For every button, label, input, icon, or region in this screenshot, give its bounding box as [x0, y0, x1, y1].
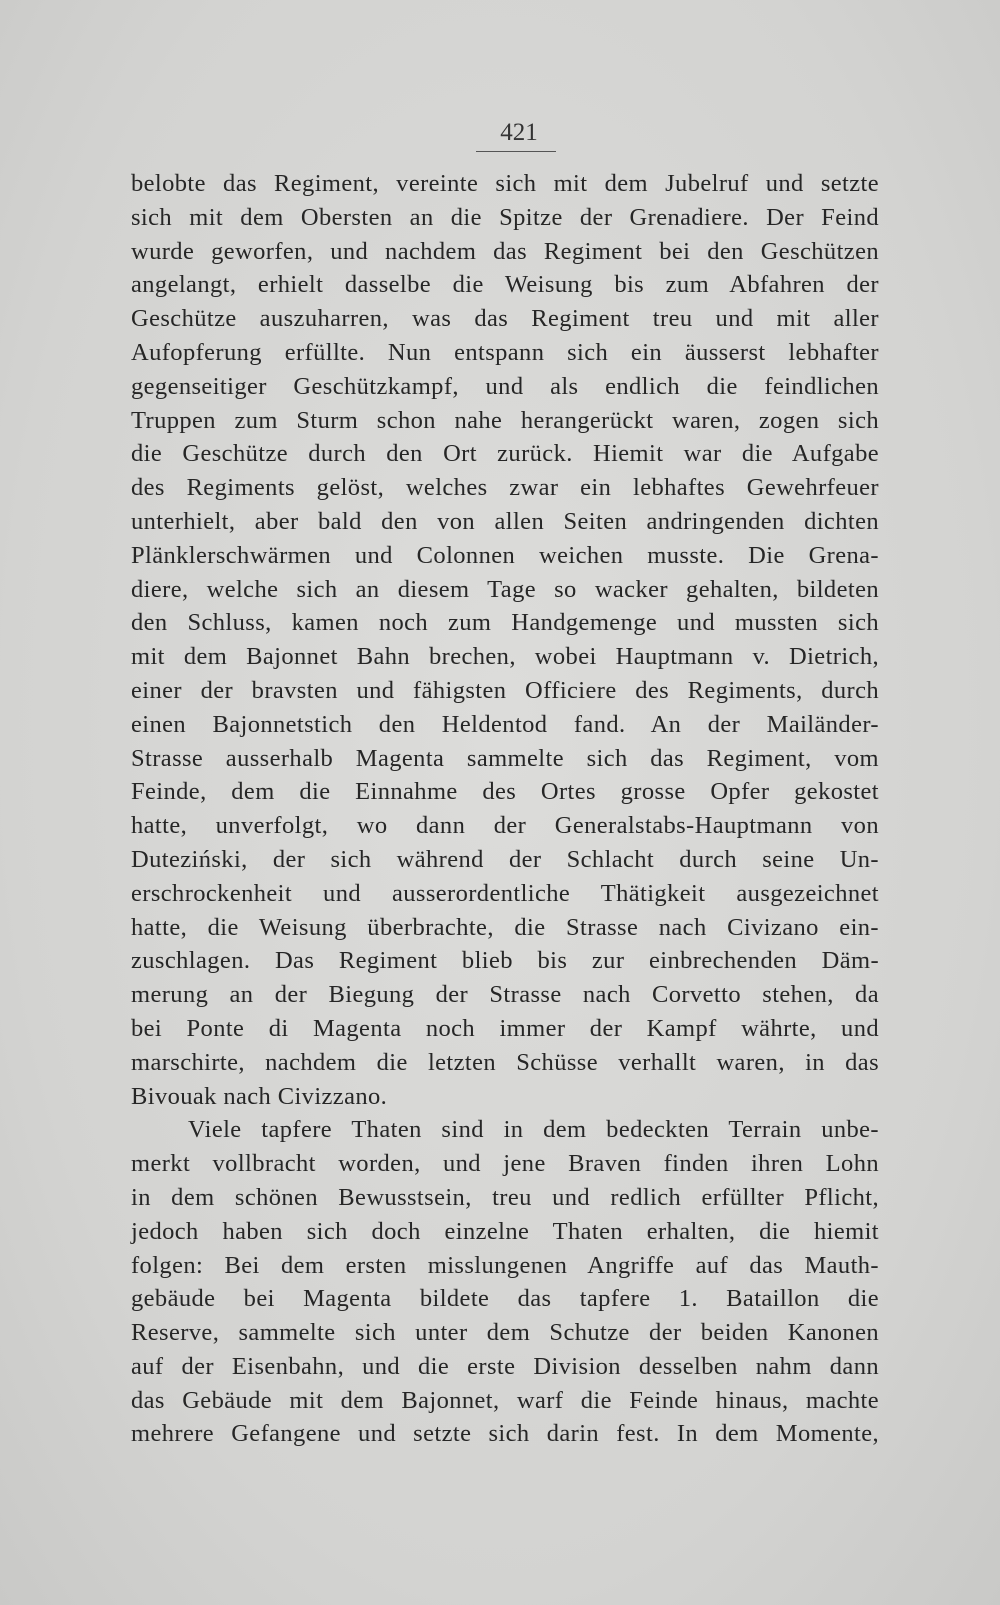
text-line: in dem schönen Bewusstsein, treu und redlich erfüllter Pflicht, [131, 1183, 879, 1211]
text-line: einen Bajonnetstich den Heldentod fand. An der Mailänder- [131, 710, 879, 738]
text-line: Feinde, dem die Einnahme des Ortes grosse Opfer gekostet [131, 778, 879, 806]
text-line: merkt vollbracht worden, und jene Braven finden ihren Lohn [131, 1150, 879, 1178]
text-line: Bivouak nach Civizzano. [131, 1082, 388, 1110]
text-line: mehrere Gefangene und setzte sich darin fest. In dem Momente, [131, 1420, 879, 1448]
text-line: sich mit dem Obersten an die Spitze der Grenadiere. Der Feind [131, 203, 879, 231]
text-line: bei Ponte di Magenta noch immer der Kampf währte, und [131, 1014, 879, 1042]
text-line: Strasse ausserhalb Magenta sammelte sich das Regiment, vom [131, 744, 879, 772]
paragraph-1 [131, 167, 879, 1113]
text-line: wurde geworfen, und nachdem das Regiment bei den Geschützen [131, 237, 879, 265]
page-number: 421 [500, 119, 538, 146]
page-number-header [480, 116, 558, 150]
text-line: unterhielt, aber bald den von allen Seiten andringenden dichten [131, 507, 879, 535]
text-line: den Schluss, kamen noch zum Handgemenge und mussten sich [131, 609, 879, 637]
text-line: des Regiments gelöst, welches zwar ein lebhaftes Gewehrfeuer [131, 474, 879, 502]
text-line: das Gebäude mit dem Bajonnet, warf die Feinde hinaus, machte [131, 1386, 879, 1414]
text-line: marschirte, nachdem die letzten Schüsse verhallt waren, in das [131, 1048, 879, 1076]
text-line: mit dem Bajonnet Bahn brechen, wobei Hauptmann v. Dietrich, [131, 643, 879, 671]
text-line: Plänklerschwärmen und Colonnen weichen musste. Die Grena- [131, 541, 879, 569]
text-line: hatte, die Weisung überbrachte, die Strasse nach Civizano ein- [131, 913, 879, 941]
text-line: Reserve, sammelte sich unter dem Schutze der beiden Kanonen [131, 1319, 879, 1347]
text-line: diere, welche sich an diesem Tage so wacker gehalten, bildeten [131, 575, 879, 603]
text-line: jedoch haben sich doch einzelne Thaten erhalten, die hiemit [131, 1217, 879, 1245]
text-line: Truppen zum Sturm schon nahe herangerückt waren, zogen sich [131, 406, 879, 434]
text-line: Geschütze auszuharren, was das Regiment treu und mit aller [131, 305, 879, 333]
text-line: gebäude bei Magenta bildete das tapfere 1. Bataillon die [131, 1285, 879, 1313]
text-line: zuschlagen. Das Regiment blieb bis zur einbrechenden Däm- [131, 947, 879, 975]
text-line: Aufopferung erfüllte. Nun entspann sich ein äusserst lebhafter [131, 338, 879, 366]
text-line: merung an der Biegung der Strasse nach Corvetto stehen, da [131, 981, 879, 1009]
text-line: die Geschütze durch den Ort zurück. Hiemit war die Aufgabe [131, 440, 879, 468]
text-line: gegenseitiger Geschützkampf, und als endlich die feindlichen [131, 372, 879, 400]
page-number-rule [476, 151, 556, 152]
text-line: einer der bravsten und fähigsten Officiere des Regiments, durch [131, 676, 879, 704]
text-line: Viele tapfere Thaten sind in dem bedeckten Terrain unbe- [188, 1116, 879, 1144]
text-line: hatte, unverfolgt, wo dann der Generalstabs-Hauptmann von [131, 812, 879, 840]
body-text [131, 167, 879, 1451]
text-line: Duteziński, der sich während der Schlacht durch seine Un- [131, 845, 879, 873]
text-line: angelangt, erhielt dasselbe die Weisung bis zum Abfahren der [131, 271, 879, 299]
text-line: erschrockenheit und ausserordentliche Thätigkeit ausgezeichnet [131, 879, 879, 907]
text-line: folgen: Bei dem ersten misslungenen Angriffe auf das Mauth- [131, 1251, 879, 1279]
text-line: belobte das Regiment, vereinte sich mit dem Jubelruf und setzte [131, 170, 879, 197]
text-line: auf der Eisenbahn, und die erste Division desselben nahm dann [131, 1352, 879, 1380]
paragraph-2 [131, 1113, 879, 1451]
